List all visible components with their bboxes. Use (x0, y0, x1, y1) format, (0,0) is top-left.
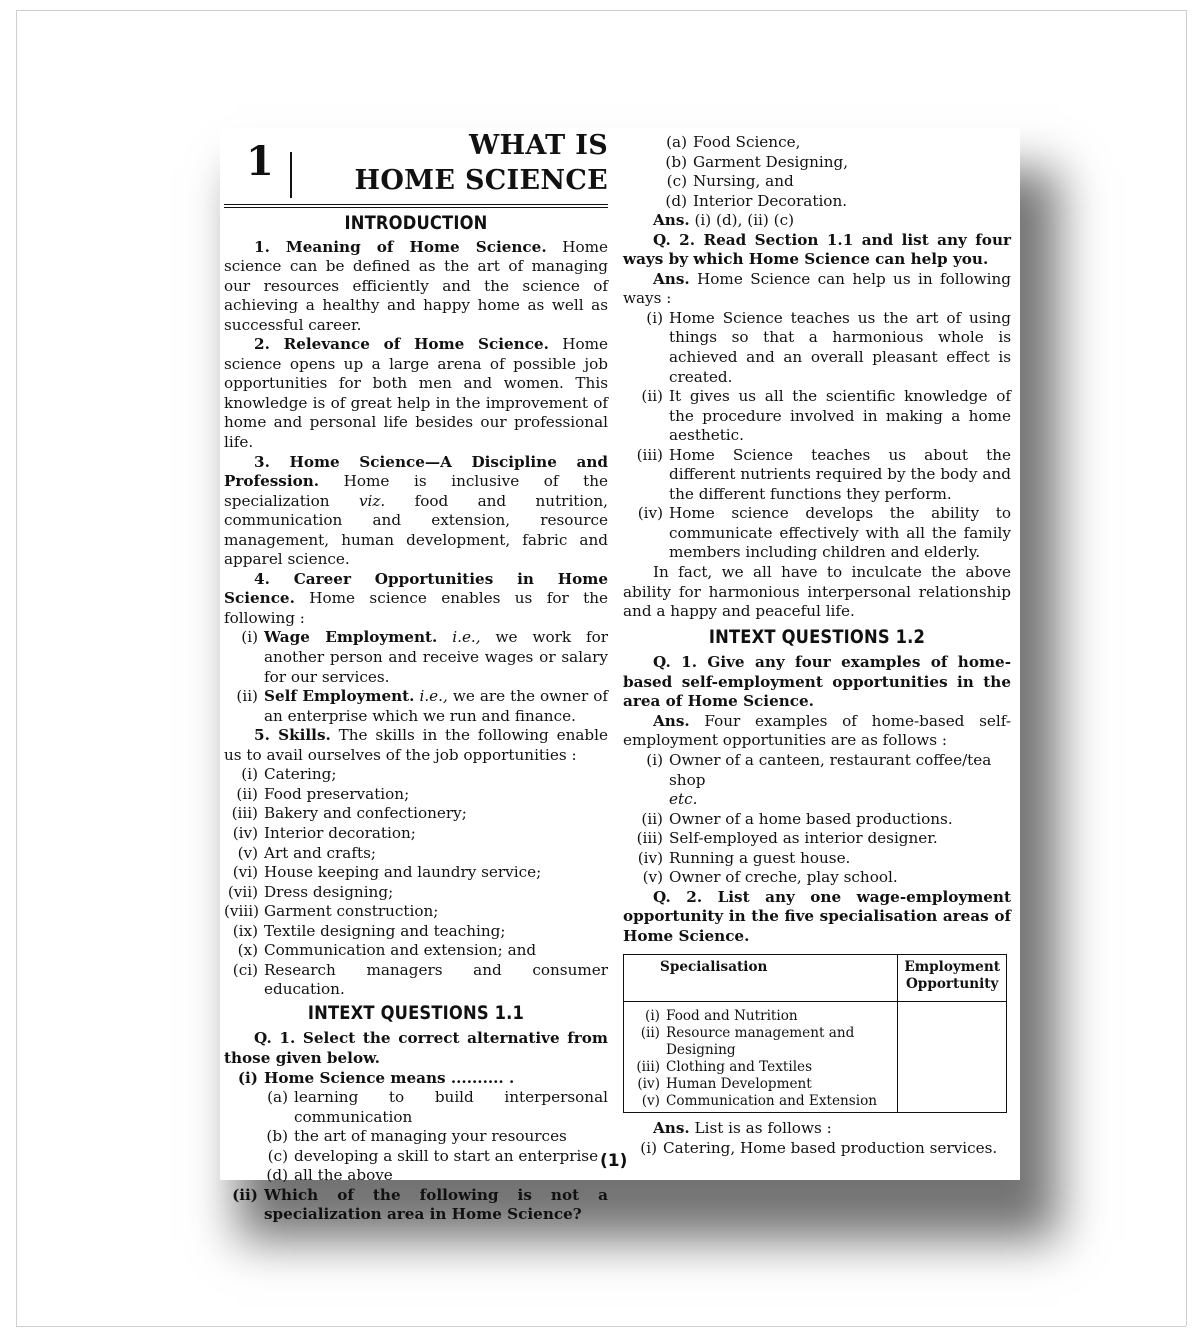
answer-label: Ans. (653, 1119, 690, 1138)
option-letter: (b) (665, 152, 687, 171)
list-item-text: Food preservation; (264, 784, 410, 803)
sub-question-text: Which of the following is not a specialization area in Home Science? (264, 1185, 608, 1224)
option-text: developing a skill to start an enterprise (294, 1146, 599, 1165)
paragraph-relevance-title: 2. Relevance of Home Science. (254, 335, 549, 354)
closing-paragraph: In fact, we all have to inculcate the above ability for harmonious interpersonal relationship and a happy and peaceful life. (623, 563, 1011, 621)
specialisation-table (623, 954, 1007, 1113)
sub-question-i (224, 1069, 608, 1089)
answer-1-1-q1 (623, 211, 1011, 231)
option-text: Interior Decoration. (693, 191, 848, 210)
right-column (623, 133, 1011, 1159)
paragraph-meaning (224, 238, 608, 336)
answer-1-2-q1 (623, 712, 1011, 751)
list-item-body (669, 751, 1011, 810)
answer-text: Home Science can help us in following ways : (623, 269, 1011, 308)
list-item-number: (iv) (637, 504, 663, 523)
option-text: Food Science, (693, 133, 801, 151)
list-item-text: Owner of creche, play school. (669, 868, 898, 887)
list-item (224, 902, 608, 922)
table-header-specialisation: Specialisation (624, 955, 898, 1002)
paragraph-skills-text: The skills in the following enable us to avail ourselves of the job opportunities : (224, 726, 608, 764)
sub-question-number: (ii) (232, 1185, 258, 1204)
answer-text: (i) (d), (ii) (c) (689, 211, 795, 230)
list-item-text: Owner of a home based productions. (669, 809, 953, 828)
list-item (623, 1139, 1011, 1159)
list-item-number: (viii) (224, 902, 260, 921)
list-item (623, 868, 1011, 888)
list-item (653, 133, 1011, 153)
list-item (623, 309, 1011, 387)
list-item-number: (vi) (232, 863, 258, 882)
list-item-number: (ix) (232, 921, 258, 940)
table-list-item (630, 1059, 895, 1076)
frame-bottom (16, 1326, 1186, 1327)
question-1-2-q1: Q. 1. Give any four examples of home-based self-employment opportunities in the area of Home Science. (623, 653, 1011, 711)
list-item (224, 804, 608, 824)
list-item-body (264, 687, 608, 726)
list-item-text: Catering, Home based production services. (663, 1138, 998, 1157)
chapter-title-line2: HOME SCIENCE (354, 165, 608, 196)
ways-list (623, 309, 1011, 563)
list-item-number: (ii) (236, 784, 258, 803)
answer-label: Ans. (653, 711, 690, 730)
list-item (224, 863, 608, 883)
page-number: (1) (600, 1151, 628, 1171)
list-item-number: (ci) (232, 960, 258, 979)
option-letter: (d) (665, 191, 687, 210)
paragraph-career-text: Home science enables us for the following : (224, 589, 608, 627)
list-item (258, 1127, 608, 1147)
list-item-number: (ii) (641, 387, 663, 406)
list-item (224, 628, 608, 687)
list-item (623, 810, 1011, 830)
paragraph-meaning-title: 1. Meaning of Home Science. (254, 237, 547, 256)
option-text: learning to build interpersonal communication (294, 1088, 608, 1126)
answer-label: Ans. (653, 211, 690, 230)
option-letter: (a) (267, 1088, 288, 1107)
answer-text: List is as follows : (689, 1119, 832, 1138)
table-item-text: Human Development (666, 1076, 812, 1093)
list-item-number: (i) (646, 750, 663, 769)
answer-1-2-q2 (623, 1119, 1011, 1139)
list-item-text: we are the owner of an enterprise which we run and finance. (264, 687, 608, 725)
frame-top (16, 10, 1186, 11)
table-list-item (630, 1008, 895, 1025)
table-item-text: Communication and Extension (666, 1093, 878, 1110)
list-item-ie: i.e., (414, 687, 448, 706)
table-list-item (630, 1076, 895, 1093)
question-1-1-q1: Q. 1. Select the correct alternative from those given below. (224, 1029, 608, 1067)
question-1-2-q2: Q. 2. List any one wage-employment opportunity in the five specialisation areas of Home Science. (623, 887, 1011, 945)
option-text: the art of managing your resources (294, 1127, 567, 1146)
list-item (623, 446, 1011, 505)
chapter-title (355, 128, 608, 198)
list-item (653, 172, 1011, 192)
option-letter: (c) (267, 1146, 288, 1165)
table-cell-specialisations (624, 1002, 898, 1113)
sub-question-number: (i) (237, 1068, 258, 1087)
paragraph-skills (224, 726, 608, 765)
table-item-text: Clothing and Textiles (666, 1059, 813, 1076)
table-item-number: (ii) (640, 1025, 660, 1042)
table-list-item (630, 1025, 895, 1059)
list-item (623, 849, 1011, 869)
table-row (624, 1002, 1007, 1113)
paragraph-relevance (224, 335, 608, 452)
paragraph-discipline-title: 3. Home Science—A Discipline and Profession. (224, 452, 608, 491)
table-item-number: (v) (641, 1093, 660, 1110)
list-item-number: (ii) (641, 809, 663, 828)
paragraph-skills-title: 5. Skills. (254, 726, 331, 745)
list-item (623, 829, 1011, 849)
paragraph-career (224, 570, 608, 629)
list-item-text: Owner of a canteen, restaurant coffee/tea shop (669, 750, 992, 789)
list-item-text: Dress designing; (264, 882, 394, 901)
list-item-text: Art and crafts; (264, 843, 377, 862)
frame-right (1186, 10, 1187, 1326)
list-item (224, 941, 608, 961)
list-item-number: (i) (646, 308, 663, 327)
list-item-number: (vii) (227, 882, 258, 901)
list-item-text: Bakery and confectionery; (264, 804, 467, 823)
list-item-bold: Self Employment. (264, 687, 415, 706)
option-letter: (a) (666, 133, 687, 151)
list-item (258, 1147, 608, 1167)
list-item (224, 883, 608, 903)
options-ii-list (623, 133, 1011, 211)
table-item-number: (i) (645, 1008, 660, 1025)
table-cell-employment (898, 1002, 1007, 1113)
chapter-title-line1: WHAT IS (468, 130, 608, 161)
list-item-text: Research managers and consumer education. (264, 960, 608, 999)
list-item-number: (i) (241, 628, 258, 647)
option-letter: (b) (266, 1127, 288, 1146)
list-item-text: It gives us all the scientific knowledge of the procedure involved in making a home aesthetic. (669, 387, 1011, 445)
frame-left (16, 10, 17, 1326)
list-item (224, 765, 608, 785)
intext-1-1-heading: INTEXT QUESTIONS 1.1 (307, 1001, 525, 1024)
list-item (224, 785, 608, 805)
option-text: Garment Designing, (693, 152, 849, 171)
list-item-number: (iv) (637, 848, 663, 867)
list-item-text: Textile designing and teaching; (264, 921, 506, 940)
table-item-text: Food and Nutrition (666, 1008, 798, 1025)
answer-label: Ans. (653, 269, 690, 288)
option-text: all the above (294, 1166, 393, 1185)
answer-list (623, 1139, 1011, 1159)
question-1-1-q2: Q. 2. Read Section 1.1 and list any four ways by which Home Science can help you. (623, 230, 1011, 269)
list-item (258, 1166, 608, 1186)
list-item-number: (i) (640, 1138, 657, 1157)
list-item-number: (iii) (231, 804, 258, 823)
list-item-number: (v) (237, 843, 258, 862)
option-text: Nursing, and (693, 172, 794, 191)
list-item-text: Interior decoration; (264, 823, 416, 842)
left-column (224, 128, 608, 1225)
table-item-text: Resource management and Designing (666, 1025, 855, 1059)
list-item-text: Communication and extension; and (264, 941, 537, 960)
examples-list (623, 751, 1011, 888)
list-item (623, 504, 1011, 563)
list-item-bold: Wage Employment. (264, 628, 438, 647)
table-header-row (624, 955, 1007, 1002)
table-list-item (630, 1093, 895, 1110)
list-item (623, 387, 1011, 446)
answer-1-1-q2 (623, 270, 1011, 309)
paragraph-career-title: 4. Career Opportunities in Home Science. (224, 569, 608, 608)
list-item-etc: etc. (669, 790, 698, 809)
list-item-text: Home Science teaches us the art of using things so that a harmonious whole is achieved and an overall pleasant effect is created. (669, 308, 1011, 386)
list-item-text: House keeping and laundry service; (264, 863, 542, 882)
table-item-number: (iii) (636, 1059, 660, 1076)
list-item (653, 153, 1011, 173)
sub-question-ii (224, 1186, 608, 1225)
list-item (224, 922, 608, 942)
list-item-text: Home Science teaches us about the different nutrients required by the body and the different functions they perform. (669, 445, 1011, 503)
list-item-text: we work for another person and receive wages or salary for our services. (264, 628, 609, 686)
paragraph-discipline (224, 453, 608, 570)
list-item (258, 1088, 608, 1127)
list-item (623, 751, 1011, 810)
list-item (224, 687, 608, 726)
chapter-number: 1 (246, 138, 274, 185)
paragraph-discipline-viz: viz. (358, 491, 386, 510)
list-item-number: (v) (642, 868, 663, 887)
list-item-number: (iii) (636, 829, 663, 848)
list-item (224, 824, 608, 844)
list-item (224, 844, 608, 864)
list-item-body (264, 628, 608, 687)
list-item-number: (i) (241, 765, 258, 784)
list-item (224, 961, 608, 1000)
list-item-text: Running a guest house. (669, 848, 851, 867)
introduction-heading: INTRODUCTION (344, 212, 488, 234)
list-item-number: (iv) (232, 823, 258, 842)
option-letter: (d) (266, 1166, 288, 1185)
answer-text: Four examples of home-based self-employment opportunities are as follows : (623, 711, 1011, 750)
paragraph-discipline-text-a: Home is inclusive of the specialization (224, 472, 608, 510)
chapter-divider (290, 152, 292, 198)
list-item-ie: i.e., (437, 628, 481, 647)
list-item-text: Self-employed as interior designer. (669, 829, 938, 848)
list-item (653, 192, 1011, 212)
chapter-header (224, 128, 608, 208)
list-item-text: Home science develops the ability to communicate effectively with all the family members including children and elderly. (669, 504, 1011, 562)
table-header-employment: Employment Opportunity (898, 955, 1007, 1002)
option-letter: (c) (666, 172, 687, 191)
list-item-number: (ii) (236, 687, 258, 706)
career-list (224, 628, 608, 726)
book-page (220, 128, 1020, 1224)
list-item-number: (x) (237, 941, 258, 960)
paragraph-discipline-text-b: food and nutrition, communication and extension, resource management, human development, fabric and apparel science. (224, 491, 609, 569)
sub-question-text: Home Science means .......... . (264, 1068, 515, 1087)
paragraph-meaning-text: Home science can be defined as the art of managing our resources efficiently and the science of achieving a healthy and happy home as well as successful career. (224, 237, 608, 334)
options-i-list (224, 1088, 608, 1186)
skills-list (224, 765, 608, 1000)
table-item-number: (iv) (637, 1076, 660, 1093)
list-item-number: (iii) (636, 445, 663, 464)
paragraph-relevance-text: Home science opens up a large arena of possible job opportunities for both men and women. This knowledge is of great help in the improvement of home and personal life besides our professional life. (224, 335, 608, 452)
list-item-text: Garment construction; (264, 902, 439, 921)
intext-1-2-heading: INTEXT QUESTIONS 1.2 (708, 625, 926, 648)
list-item-text: Catering; (264, 765, 337, 784)
